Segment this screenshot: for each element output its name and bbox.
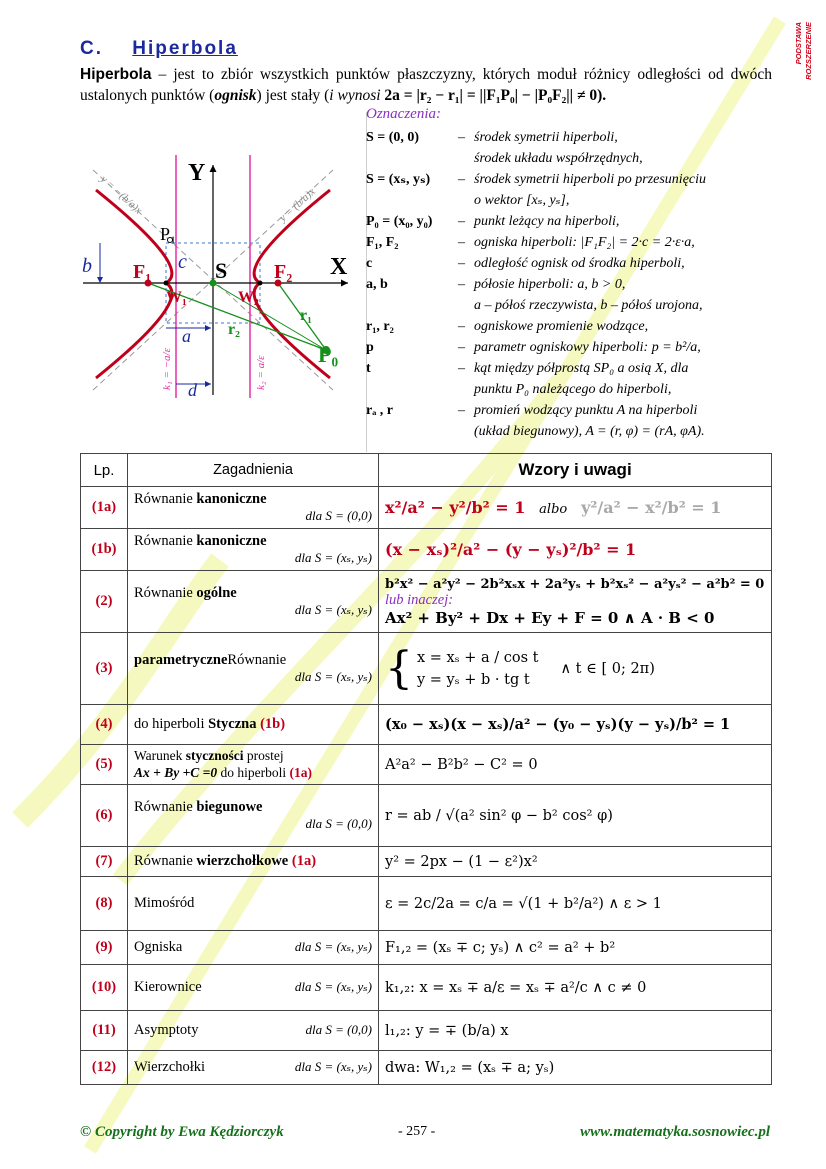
vertex-w1-point	[164, 281, 169, 286]
notation-symbol: F₁, F₂	[366, 235, 399, 250]
notation-dash	[458, 379, 474, 400]
center-condition: dla S = (xₛ, yₛ)	[294, 1059, 372, 1074]
row-formula	[379, 847, 772, 877]
notation-dash: –	[458, 130, 465, 145]
definition-text-3: i wynosi	[329, 87, 381, 104]
notation-dash: –	[458, 235, 465, 250]
row-number: (11)	[81, 1011, 128, 1051]
center-condition: dla S = (xₛ, yₛ)	[294, 979, 372, 994]
table-row	[81, 705, 772, 745]
footer-copyright: © Copyright by Ewa Kędziorczyk	[80, 1124, 284, 1140]
center-condition: dla S = (xₛ, yₛ)	[294, 669, 372, 684]
topic-bold: Styczna	[208, 716, 257, 732]
notation-symbol: rₐ , r	[366, 403, 394, 418]
page-number: - 257 -	[398, 1124, 436, 1139]
notation-row	[366, 358, 776, 379]
label-a: a	[182, 326, 191, 346]
brace-symbol: {	[385, 642, 413, 694]
notation-symbol	[366, 379, 458, 400]
table-row	[81, 965, 772, 1011]
formula-or: albo	[539, 502, 568, 517]
notation-description: środek symetrii hiperboli po przesunięciu	[474, 172, 707, 187]
notation-row	[366, 190, 776, 211]
formula-main: k₁,₂: x = xₛ ∓ a/ε = xₛ ∓ a²/c ∧ c ≠ 0	[385, 979, 647, 996]
notation-dash: –	[458, 277, 465, 292]
table-row	[81, 571, 772, 633]
notation-symbol: P₀ = (x₀, y₀)	[366, 214, 433, 229]
level-badge	[794, 22, 816, 112]
topic-bold: styczności	[185, 747, 244, 763]
notation-row	[366, 148, 776, 169]
table-row	[81, 847, 772, 877]
label-asymptote-left: y = −(b/a)x	[97, 173, 145, 217]
label-f2: F₂	[274, 261, 293, 283]
notation-row	[366, 127, 776, 148]
topic-bold-2: Ax + By +C =0	[134, 764, 218, 780]
row-topic	[128, 633, 379, 705]
section-letter: C.	[80, 38, 103, 59]
notation-list	[366, 106, 776, 442]
formula-alt: Ax² + By² + Dx + Ey + F = 0 ∧ A · B < 0	[385, 609, 715, 627]
notation-description: półosie hiperboli: a, b > 0,	[474, 277, 626, 292]
header-topic: Zagadnienia	[128, 454, 379, 487]
formula-y: y = yₛ + b · tg t	[417, 671, 530, 688]
label-y: Y	[188, 160, 206, 186]
notation-description: promień wodzący punktu A na hiperboli	[474, 403, 698, 418]
notation-description: ogniska hiperboli: |F₁F₂| = 2·c = 2·ε·a,	[474, 235, 695, 250]
center-condition: dla S = (0,0)	[305, 816, 372, 831]
topic-bold: biegunowe	[196, 799, 263, 815]
row-topic	[128, 847, 379, 877]
topic-bold: parametryczne	[134, 652, 228, 668]
foci-term: ognisk	[214, 87, 257, 104]
notation-description: (układ biegunowy), A = (r, φ) = (rA, φA).	[474, 424, 705, 439]
notation-symbol	[366, 295, 458, 316]
notation-row	[366, 295, 776, 316]
notation-dash: –	[458, 361, 465, 376]
center-condition: dla S = (0,0)	[305, 508, 372, 523]
notation-dash	[458, 295, 474, 316]
notation-description: punkt leżący na hiperboli,	[474, 214, 620, 229]
notation-dash: –	[458, 403, 465, 418]
notation-symbol	[366, 421, 458, 442]
row-topic	[128, 965, 379, 1011]
notation-symbol	[366, 190, 458, 211]
row-topic	[128, 571, 379, 633]
row-formula	[379, 487, 772, 529]
formula-condition: ∧ t ∈ [ 0; 2π)	[560, 660, 655, 677]
row-formula	[379, 571, 772, 633]
footer-url[interactable]: www.matematyka.sosnowiec.pl	[580, 1124, 770, 1140]
topic-ref: (1b)	[260, 716, 286, 732]
label-c: c	[178, 251, 187, 273]
center-condition: dla S = (0,0)	[305, 1022, 372, 1037]
label-d: d	[188, 380, 197, 400]
row-formula	[379, 965, 772, 1011]
formula-alt: y²/a² − x²/b² = 1	[581, 498, 722, 517]
row-number: (6)	[81, 785, 128, 847]
row-number: (1a)	[81, 487, 128, 529]
topic-bold: kanoniczne	[196, 533, 267, 549]
topic-text: Wierzchołki	[134, 1059, 206, 1075]
center-condition: dla S = (xₛ, yₛ)	[294, 602, 372, 617]
row-topic	[128, 931, 379, 965]
header-formulas: Wzory i uwagi	[379, 454, 772, 487]
topic-text-x: prostej	[243, 747, 284, 763]
notation-symbol: r₁, r₂	[366, 319, 394, 334]
notation-dash: –	[458, 172, 465, 187]
section-heading	[80, 38, 238, 60]
row-formula	[379, 529, 772, 571]
row-number: (1b)	[81, 529, 128, 571]
label-asymptote-right: y = (b/a)x	[276, 185, 318, 225]
notation-row	[366, 421, 776, 442]
topic-text: Równanie	[227, 652, 287, 668]
row-topic	[128, 1011, 379, 1051]
table-row	[81, 745, 772, 785]
formula-x: x = xₛ + a / cos t	[417, 649, 539, 666]
formula-main: (x − xₛ)²/a² − (y − yₛ)²/b² = 1	[385, 540, 637, 559]
notation-description: punktu P₀ należącego do hiperboli,	[474, 382, 672, 397]
definition-text-2: ) jest stały (	[256, 87, 330, 104]
table-row	[81, 931, 772, 965]
hyperbola-figure	[78, 150, 363, 400]
notation-row	[366, 379, 776, 400]
label-p0: P₀	[318, 342, 339, 367]
row-number: (8)	[81, 877, 128, 931]
label-w2: W₂	[238, 289, 259, 306]
formula-main: y² = 2px − (1 − ε²)x²	[385, 853, 538, 870]
notation-dash	[458, 421, 474, 442]
label-x: X	[330, 254, 348, 280]
row-topic	[128, 1051, 379, 1085]
table-row	[81, 487, 772, 529]
formula-main: dwa: W₁,₂ = (xₛ ∓ a; yₛ)	[385, 1059, 555, 1076]
topic-ref: (1a)	[289, 764, 312, 780]
topic-text: Kierownice	[134, 979, 202, 995]
row-formula	[379, 877, 772, 931]
topic-text: Równanie	[134, 853, 197, 869]
topic-text: Ogniska	[134, 939, 183, 955]
label-r2: r₂	[228, 321, 240, 338]
row-topic	[128, 487, 379, 529]
topic-bold: ogólne	[196, 585, 237, 601]
topic-ref: (1a)	[291, 853, 317, 869]
label-b: b	[82, 255, 92, 277]
formula-or: lub inaczej:	[385, 592, 454, 608]
formula-main: A²a² − B²b² − C² = 0	[385, 756, 538, 773]
notation-description: środek układu współrzędnych,	[474, 151, 643, 166]
table-row	[81, 785, 772, 847]
notation-row	[366, 400, 776, 421]
level-extended: ROZSZERZENIE	[804, 22, 813, 80]
row-number: (7)	[81, 847, 128, 877]
notation-dash: –	[458, 319, 465, 334]
row-topic	[128, 785, 379, 847]
table-row	[81, 633, 772, 705]
table-row	[81, 1051, 772, 1085]
formula-main: r = ab / √(a² sin² φ − b² cos² φ)	[385, 807, 613, 824]
formula-main: b²x² − a²y² − 2b²xₛx + 2a²yₛ + b²xₛ² − a²yₛ² − a²b² = 0	[385, 577, 765, 592]
notation-row	[366, 274, 776, 295]
notation-row	[366, 232, 776, 253]
row-formula	[379, 705, 772, 745]
notation-dash: –	[458, 214, 465, 229]
definition-paragraph	[80, 64, 772, 106]
notation-description: o wektor [xₛ, yₛ],	[474, 193, 570, 208]
row-topic	[128, 705, 379, 745]
section-title: Hiperbola	[132, 38, 238, 59]
formula-main: ε = 2c/2a = c/a = √(1 + b²/a²) ∧ ε > 1	[385, 895, 662, 912]
topic-text: Równanie	[134, 585, 197, 601]
table-row	[81, 1011, 772, 1051]
row-formula	[379, 1011, 772, 1051]
row-number: (4)	[81, 705, 128, 745]
table-row	[81, 529, 772, 571]
notation-dash	[458, 148, 474, 169]
row-formula	[379, 633, 772, 705]
topic-text: Równanie	[134, 491, 197, 507]
vertex-w2-point	[258, 281, 263, 286]
notation-row	[366, 337, 776, 358]
notation-symbol: a, b	[366, 277, 388, 292]
notation-symbol: c	[366, 256, 373, 271]
formula-table	[80, 453, 772, 1085]
formula-main: (x₀ − xₛ)(x − xₛ)/a² − (y₀ − yₛ)(y − yₛ)/b² = 1	[385, 716, 731, 733]
row-formula	[379, 931, 772, 965]
row-number: (9)	[81, 931, 128, 965]
notation-description: odległość ognisk od środka hiperboli,	[474, 256, 685, 271]
notation-description: parametr ogniskowy hiperboli: p = b²/a,	[474, 340, 701, 355]
topic-text: do hiperboli	[134, 716, 209, 732]
row-number: (2)	[81, 571, 128, 633]
definition-text: – jest to zbiór wszystkich punktów płaszczyzny, których moduł różnicy odległości od dwóch ustalonych punktów (	[80, 66, 772, 104]
topic-bold: wierzchołkowe	[196, 853, 289, 869]
notation-symbol: S = (xₛ, yₛ)	[366, 172, 431, 187]
row-topic	[128, 529, 379, 571]
row-formula	[379, 745, 772, 785]
notation-symbol: p	[366, 340, 374, 355]
table-header-row	[81, 454, 772, 487]
label-p1: P₁	[160, 224, 177, 244]
topic-text: Asymptoty	[134, 1022, 199, 1038]
notation-description: kąt między półprostą SP₀ a osią X, dla	[474, 361, 689, 376]
topic-bold: kanoniczne	[196, 491, 267, 507]
notation-header: Oznaczenia:	[366, 106, 441, 122]
notation-dash: –	[458, 340, 465, 355]
label-r1: r₁	[300, 307, 312, 324]
notation-symbol: t	[366, 361, 371, 376]
label-f1: F₁	[133, 261, 152, 283]
header-lp: Lp.	[81, 454, 128, 487]
notation-description: ogniskowe promienie wodzące,	[474, 319, 649, 334]
notation-dash: –	[458, 256, 465, 271]
topic-text-2: do hiperboli	[217, 764, 290, 780]
level-basic: PODSTAWA	[794, 22, 803, 65]
center-condition: dla S = (xₛ, yₛ)	[294, 939, 372, 954]
definition-term: Hiperbola	[80, 66, 152, 83]
formula-main: x²/a² − y²/b² = 1	[385, 498, 526, 517]
label-s: S	[215, 258, 228, 283]
row-number: (12)	[81, 1051, 128, 1085]
notation-row	[366, 316, 776, 337]
topic-text: Równanie	[134, 799, 197, 815]
row-number: (5)	[81, 745, 128, 785]
notation-symbol	[366, 148, 458, 169]
label-k2: k₂ = a/ε	[255, 355, 267, 390]
row-formula	[379, 785, 772, 847]
notation-dash	[458, 190, 474, 211]
topic-text: Warunek	[134, 747, 186, 763]
label-k1: k₁ = −a/ε	[161, 348, 173, 390]
definition-formula: 2a = |r₂ − r₁| = ||F₁P₀| − |P₀F₂|| ≠ 0).	[380, 87, 607, 104]
notation-symbol: S = (0, 0)	[366, 130, 420, 145]
formula-main: F₁,₂ = (xₛ ∓ c; yₛ) ∧ c² = a² + b²	[385, 939, 616, 956]
notation-row	[366, 253, 776, 274]
topic-text: Mimośród	[134, 895, 195, 911]
row-topic	[128, 877, 379, 931]
row-formula	[379, 1051, 772, 1085]
center-condition: dla S = (xₛ, yₛ)	[294, 550, 372, 565]
table-row	[81, 877, 772, 931]
topic-text: Równanie	[134, 533, 197, 549]
notation-row	[366, 169, 776, 190]
notation-row	[366, 211, 776, 232]
row-number: (3)	[81, 633, 128, 705]
row-number: (10)	[81, 965, 128, 1011]
formula-main: l₁,₂: y = ∓ (b/a) x	[385, 1022, 509, 1039]
notation-description: a – półoś rzeczywista, b – półoś urojona,	[474, 298, 703, 313]
label-w1: W₁	[166, 289, 187, 306]
notation-description: środek symetrii hiperboli,	[474, 130, 618, 145]
row-topic	[128, 745, 379, 785]
